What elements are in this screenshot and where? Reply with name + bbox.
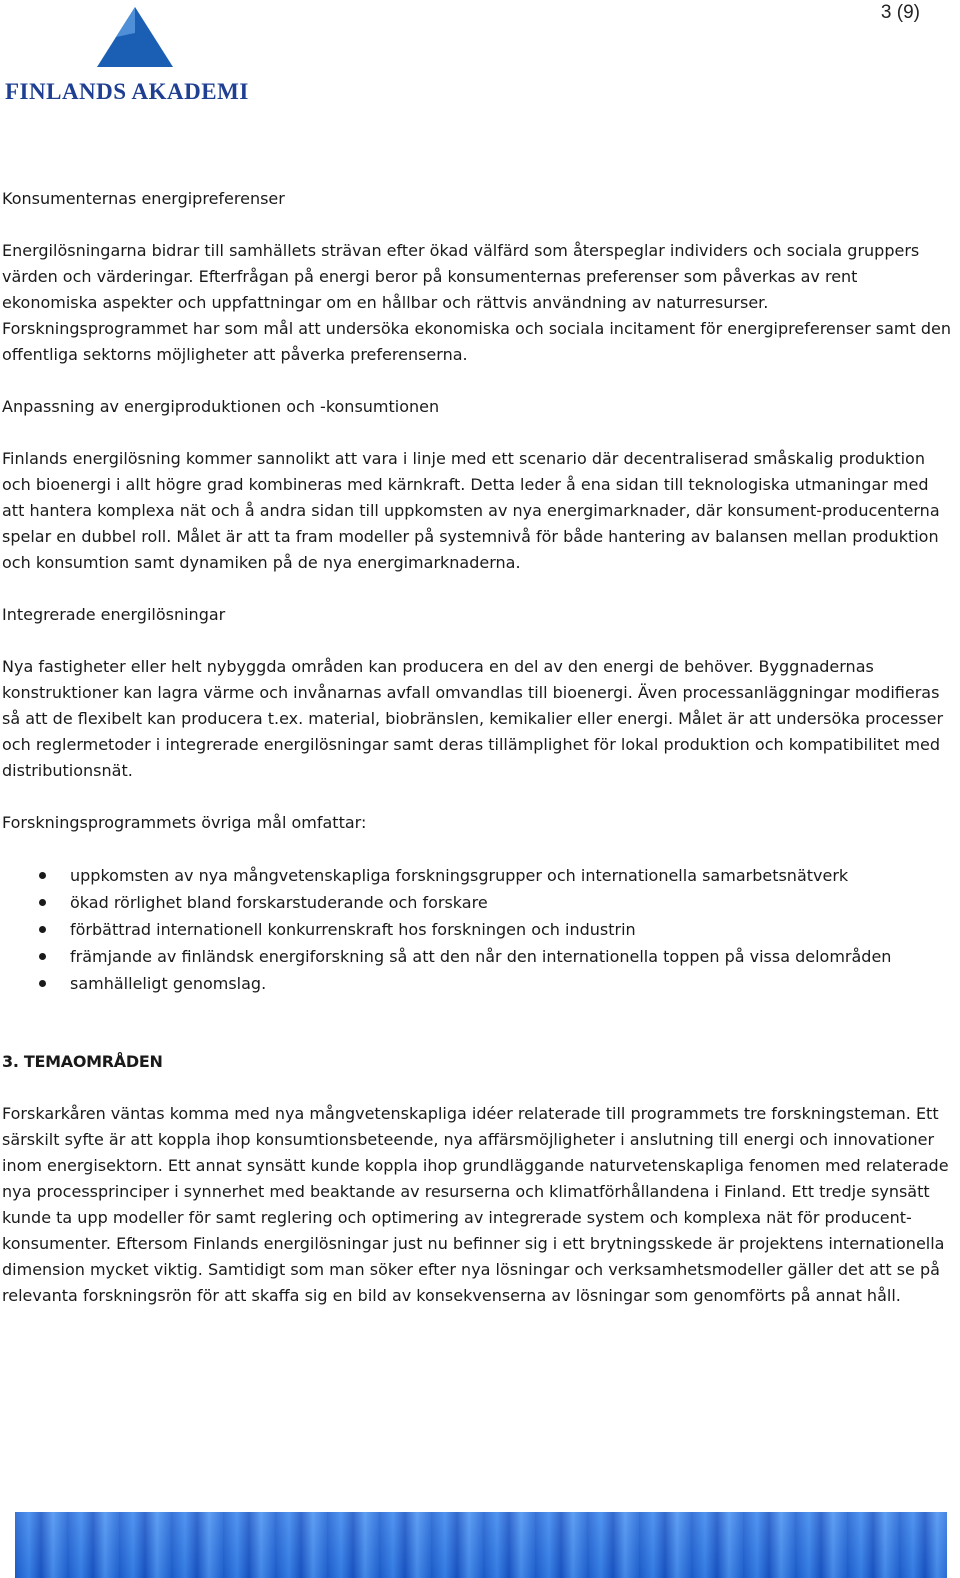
logo-triangle-icon xyxy=(5,5,270,77)
list-item: främjande av finländsk energiforskning så att den når den internationella toppen på vissa delområden xyxy=(2,943,952,970)
footer-decorative-band xyxy=(15,1512,947,1578)
section-heading-goals: Forskningsprogrammets övriga mål omfattar: xyxy=(2,813,367,832)
finlands-akademi-logo xyxy=(5,5,270,105)
paragraph-consumer-preferences: Energilösningarna bidrar till samhällets strävan efter ökad välfärd som återspeglar individers och sociala gruppers värden och värderingar. Efterfrågan på energi beror på konsumenternas preferenser som påverkas av rent ekonomiska aspekter och uppfattningar om en hållbar och rättvis användning av naturresurser. Forskningsprogrammet har som mål att undersöka ekonomiska och sociala incitament för energipreferenser samt den offentliga sektorns möjligheter att påverka preferenserna. xyxy=(2,241,951,364)
list-item: uppkomsten av nya mångvetenskapliga forskningsgrupper och internationella samarbetsnätverk xyxy=(2,862,952,889)
list-item: ökad rörlighet bland forskarstuderande och forskare xyxy=(2,889,952,916)
page-number: 3 (9) xyxy=(880,2,920,23)
spacer xyxy=(2,1023,952,1049)
paragraph-themes: Forskarkåren väntas komma med nya mångvetenskapliga idéer relaterade till programmets tre forskningsteman. Ett särskilt syfte är att koppla ihop konsumtionsbeteende, nya affärsmöjligheter i anslutning till energi och innovationer inom energisektorn. Ett annat synsätt kunde koppla ihop grundläggande naturvetenskapliga fenomen med relaterade nya processprinciper i synnerhet med beaktande av resurserna och klimatförhållandena i Finland. Ett tredje synsätt kunde ta upp modeller för samt reglering och optimering av integrerade system och komplexa nät för producent-konsumenter. Eftersom Finlands energilösningar just nu befinner sig i ett brytningsskede är projektens internationella dimension mycket viktig. Samtidigt som man söker efter nya lösningar och verksamhetsmodeller gäller det att se på relevanta forskningsrön för att skaffa sig en bild av konsekvenserna av lösningar som genomförts på annat håll. xyxy=(2,1104,949,1305)
document-body xyxy=(2,186,952,1335)
paragraph-adaptation: Finlands energilösning kommer sannolikt att vara i linje med ett scenario där decentraliserad småskalig produktion och bioenergi i allt högre grad kombineras med kärnkraft. Detta leder å ena sidan till teknologiska utmaningar med att hantera komplexa nät och å andra sidan till uppkomsten av nya energimarknader, där konsument-producenterna spelar en dubbel roll. Målet är att ta fram modeller på systemnivå för både hantering av balansen mellan produktion och konsumtion samt dynamiken på de nya energimarknaderna. xyxy=(2,449,940,572)
list-item: samhälleligt genomslag. xyxy=(2,970,952,997)
section-heading-themes: 3. TEMAOMRÅDEN xyxy=(2,1052,163,1071)
section-heading-adaptation: Anpassning av energiproduktionen och -konsumtionen xyxy=(2,397,440,416)
paragraph-integrated-solutions: Nya fastigheter eller helt nybyggda områden kan producera en del av den energi de behöver. Byggnadernas konstruktioner kan lagra värme och invånarnas avfall omvandlas till bioenergi. Även processanläggningar modifieras så att de flexibelt kan producera t.ex. material, biobränslen, kemikalier eller energi. Målet är att undersöka processer och reglermetoder i integrerade energilösningar samt deras tillämplighet för lokal produktion och kompatibilitet med distributionsnät. xyxy=(2,657,944,780)
logo-wordmark: FINLANDS AKADEMI xyxy=(5,79,249,104)
list-item: förbättrad internationell konkurrenskraft hos forskningen och industrin xyxy=(2,916,952,943)
goals-list xyxy=(2,862,952,997)
section-heading-integrated-solutions: Integrerade energilösningar xyxy=(2,605,226,624)
section-heading-consumer-preferences: Konsumenternas energipreferenser xyxy=(2,189,285,208)
